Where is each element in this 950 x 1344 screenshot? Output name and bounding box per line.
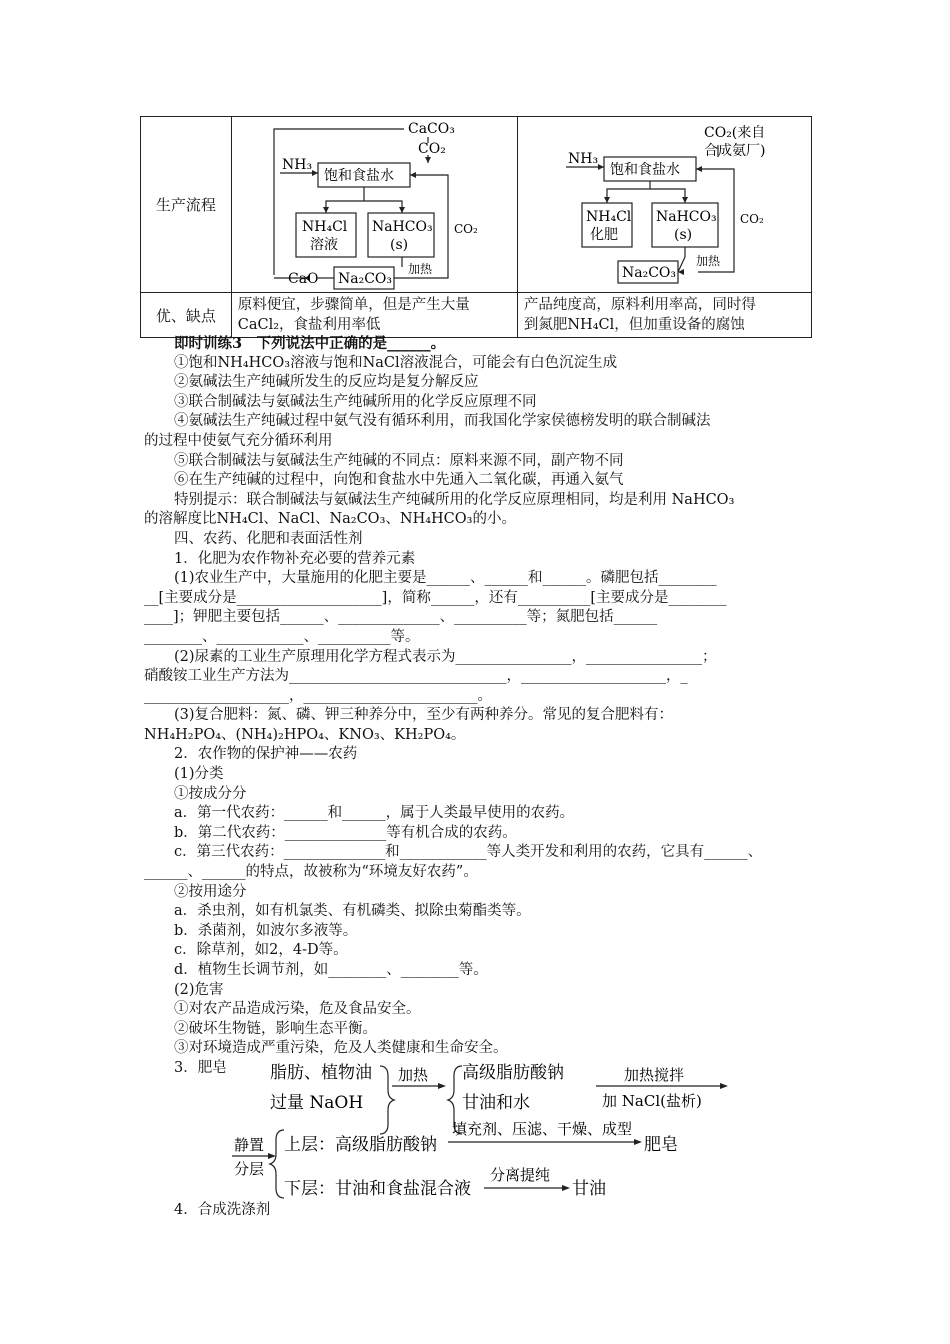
soap-upper-layer: 上层：高级脂肪酸钠 [284,1135,437,1155]
soap-layering: 分层 [234,1160,265,1178]
growth-regulator: d．植物生长调节剂，如________、________等。 [174,962,488,978]
soap-glycerol: 甘油 [572,1179,606,1199]
soap-glycerol-water: 甘油和水 [462,1093,530,1113]
flow1-co2-label: CO₂ [417,141,446,157]
row-head-process: 生产流程 [141,117,232,293]
flow1-nh4cl-solution-label: 溶液 [309,237,338,253]
option-6: ⑥在生产纯碱的过程中，向饱和食盐水中先通入二氧化碳，再通入氨气 [174,472,624,489]
flow1-brine-label: 饱和食盐水 [323,168,394,184]
flow2-brine-label: 饱和食盐水 [609,162,680,178]
flow1-co2-recycle-label: CO₂ [453,222,478,236]
exercise-heading: 即时训练3 下列说法中正确的是______。 [174,335,446,352]
flow2-nh3-label: NH₃ [567,151,598,167]
compound-fertilizer: (3)复合肥料：氮、磷、钾三种养分中，至少有两种养分。常见的复合肥料有： [174,707,674,724]
special-tip: 特别提示：联合制碱法与氨碱法生产纯碱所用的化学反应原理相同，均是利用 NaHCO₃ [174,491,735,508]
gen-3-pesticide: c．第三代农药：______________和____________等人类开发和利用的农药，它具有______、 [174,844,763,861]
flow1-caco3-label: CaCO₃ [407,121,455,137]
by-usage: ②按用途分 [174,883,247,900]
soda-process-table [140,116,812,338]
fertilizer-line-4: ________、____________、__________等。 [144,628,420,645]
option-2: ②氨碱法生产纯碱所发生的反应均是复分解反应 [174,374,479,391]
option-5: ⑤联合制碱法与氨碱法生产纯碱的不同点：原料来源不同，副产物不同 [174,452,624,469]
soap-lower-layer: 下层：甘油和食盐混合液 [284,1179,471,1199]
soap-lower-ops: 分离提纯 [490,1166,551,1184]
flow1-heat-label: 加热 [407,262,432,276]
pros2-line1: 产品纯度高，原料利用率高，同时得 [523,297,756,313]
subsection-1: 1．化肥为农作物补充必要的营养元素 [174,550,416,567]
pros1-line2: CaCl₂，食盐利用率低 [237,317,381,333]
flow2-heat-label: 加热 [695,254,720,268]
option-4-cont: 的过程中使氨气充分循环利用 [144,432,333,449]
flow2-fertilizer-label: 化肥 [589,227,618,243]
ammonia-soda-pros-cons [231,293,517,338]
soap-salting-out: 加 NaCl(盐析) [602,1092,702,1110]
option-4: ④氨碱法生产纯碱过程中氨气没有循环利用，而我国化学家侯德榜发明的联合制碱法 [174,413,711,430]
gen-2-pesticide: b．第二代农药：______________等有机合成的农药。 [174,824,517,841]
soap-fatty-acid-sodium: 高级脂肪酸钠 [462,1063,564,1083]
flow2-solid-label: (s) [673,227,692,243]
fertilizer-line-3: ____]；钾肥主要包括______、______________、__________等；氮肥包括______ [144,609,658,626]
herbicide: c．除草剂，如2，4-D等。 [174,942,348,959]
soap-heat: 加热 [398,1066,429,1084]
flow1-nahco3-label: NaHCO₃ [371,219,433,235]
flow2-nahco3-label: NaHCO₃ [655,209,717,225]
subsection-4-detergent: 4．合成洗涤剂 [174,1202,271,1218]
fungicide: b．杀菌剂，如波尔多液等。 [174,922,358,939]
classification: (1)分类 [174,766,224,783]
urea-line: (2)尿素的工业生产原理用化学方程式表示为________________，________________； [174,648,717,665]
by-composition: ①按成分分 [174,785,247,802]
flow2-co2-recycle-label: CO₂ [739,212,764,226]
hazard-3: ③对环境造成严重污染，危及人类健康和生命安全。 [174,1040,508,1057]
ammonium-nitrate-cont: ____________________，________________________。 [144,687,492,704]
soap-heat-stir: 加热搅拌 [624,1066,685,1084]
hazard-1: ①对农产品造成污染，危及食品安全。 [174,1001,421,1018]
combined-soda-pros-cons [517,293,811,338]
gen-1-pesticide: a．第一代农药：______和______，属于人类最早使用的农药。 [174,805,575,822]
special-tip-cont: 的溶解度比NH₄Cl、NaCl、Na₂CO₃、NH₄HCO₃的小。 [144,511,516,528]
soap-product: 肥皂 [644,1135,678,1155]
fertilizer-line-2: __[主要成分是____________________]，简称______，还有__________[主要成分是________ [144,589,727,606]
soap-fats-oils: 脂肪、植物油 [270,1063,372,1083]
compound-fertilizer-list: NH₄H₂PO₄、(NH₄)₂HPO₄、KNO₃、KH₂PO₄。 [144,726,466,743]
hazard-2: ②破坏生物链，影响生态平衡。 [174,1020,377,1037]
flow2-ammonia-plant-label: 合成氨厂) [703,143,766,159]
pros1-line1: 原料便宜，步骤简单，但是产生大量 [237,297,470,313]
pros2-line2: 到氮肥NH₄Cl，但加重设备的腐蚀 [523,317,745,333]
subsection-3-soap: 3．肥皂 [174,1059,227,1076]
soap-settle: 静置 [234,1136,265,1154]
text-body [144,334,812,1079]
soap-naoh: 过量 NaOH [270,1093,364,1113]
flow1-nh4cl-label: NH₄Cl [301,219,348,235]
hazards: (2)危害 [174,981,224,998]
gen-3-pesticide-cont: ______、______的特点，故被称为“环境友好农药”。 [144,864,478,881]
combined-soda-flowchart [517,117,811,293]
soap-upper-ops: 填充剂、压滤、干燥、成型 [452,1120,633,1138]
flow1-nh3-label: NH₃ [281,157,312,173]
option-1: ①饱和NH₄HCO₃溶液与饱和NaCl溶液混合，可能会有白色沉淀生成 [174,354,618,371]
insecticide: a．杀虫剂，如有机氯类、有机磷类、拟除虫菊酯类等。 [174,903,531,920]
flow1-na2co3-label: Na₂CO₃ [337,271,392,287]
section-4-heading: 四、农药、化肥和表面活性剂 [174,530,363,547]
flow2-nh4cl-label: NH₄Cl [585,209,632,225]
row-head-pros-cons: 优、缺点 [141,293,232,338]
fertilizer-line-1: (1)农业生产中，大量施用的化肥主要是______、______和______。磷肥包括________ [174,570,717,587]
flow1-solid-label: (s) [389,237,408,253]
option-3: ③联合制碱法与氨碱法生产纯碱所用的化学反应原理不同 [174,393,537,410]
flow2-co2-source-label: CO₂(来自 [703,125,766,141]
ammonia-soda-flowchart [231,117,517,293]
flow2-na2co3-label: Na₂CO₃ [621,265,676,281]
ammonium-nitrate-line: 硝酸铵工业生产方法为______________________________，____________________，_ [144,668,688,685]
subsection-2: 2．农作物的保护神——农药 [174,746,358,763]
flow1-cao-label: CaO [287,271,319,287]
